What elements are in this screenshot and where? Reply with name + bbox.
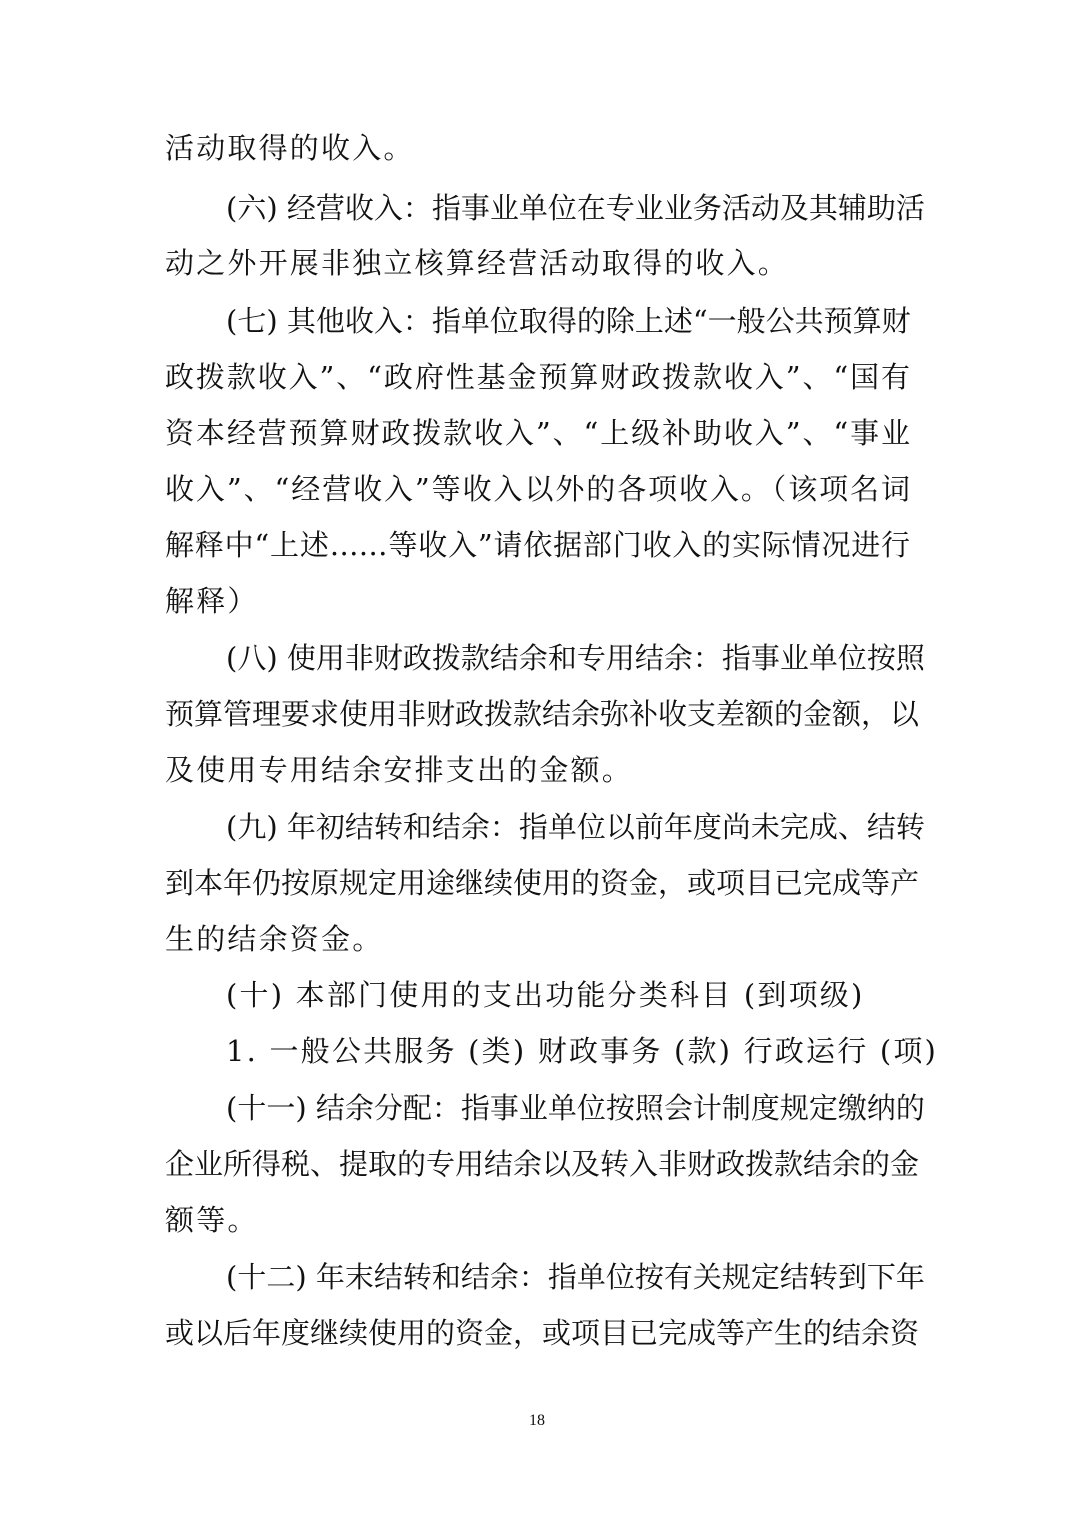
text-line: 及使用专用结余安排支出的金额。 — [165, 753, 634, 787]
page-number: 18 — [529, 1412, 545, 1429]
text-line: 动之外开展非独立核算经营活动取得的收入。 — [165, 246, 790, 280]
text-line: 生的结余资金。 — [165, 922, 384, 956]
text-line: 政拨款收入”、“政府性基金预算财政拨款收入”、“国有 — [165, 360, 910, 394]
text-line: 收入”、“经营收入”等收入以外的各项收入。（该项名词 — [165, 472, 910, 506]
paragraph-8-heading-line: (八) 使用非财政拨款结余和专用结余：指事业单位按照 — [226, 641, 925, 675]
text-line: 解释中“上述……等收入”请依据部门收入的实际情况进行 — [165, 528, 910, 562]
paragraph-6-heading-line: (六) 经营收入：指事业单位在专业业务活动及其辅助活 — [226, 191, 925, 225]
text-line: 解释） — [165, 584, 259, 618]
text-line: 企业所得税、提取的专用结余以及转入非财政拨款结余的金 — [165, 1147, 920, 1181]
paragraph-11-heading-line: (十一) 结余分配：指事业单位按照会计制度规定缴纳的 — [226, 1091, 925, 1125]
text-line: 资本经营预算财政拨款收入”、“上级补助收入”、“事业 — [165, 416, 910, 450]
text-line: 额等。 — [165, 1203, 259, 1237]
expenditure-category-item: 1. 一般公共服务 (类) 财政事务 (款) 行政运行 (项) — [226, 1034, 939, 1068]
text-line: 活动取得的收入。 — [165, 131, 415, 165]
paragraph-9-heading-line: (九) 年初结转和结余：指单位以前年度尚未完成、结转 — [226, 810, 925, 844]
text-line: 预算管理要求使用非财政拨款结余弥补收支差额的金额，以 — [165, 697, 920, 731]
text-line: 或以后年度继续使用的资金，或项目已完成等产生的结余资 — [165, 1316, 920, 1350]
paragraph-10-heading-line: (十) 本部门使用的支出功能分类科目 (到项级) — [226, 978, 865, 1012]
text-line: 到本年仍按原规定用途继续使用的资金，或项目已完成等产 — [165, 866, 920, 900]
paragraph-12-heading-line: (十二) 年末结转和结余：指单位按有关规定结转到下年 — [226, 1260, 925, 1294]
paragraph-7-heading-line: (七) 其他收入：指单位取得的除上述“一般公共预算财 — [226, 304, 911, 338]
